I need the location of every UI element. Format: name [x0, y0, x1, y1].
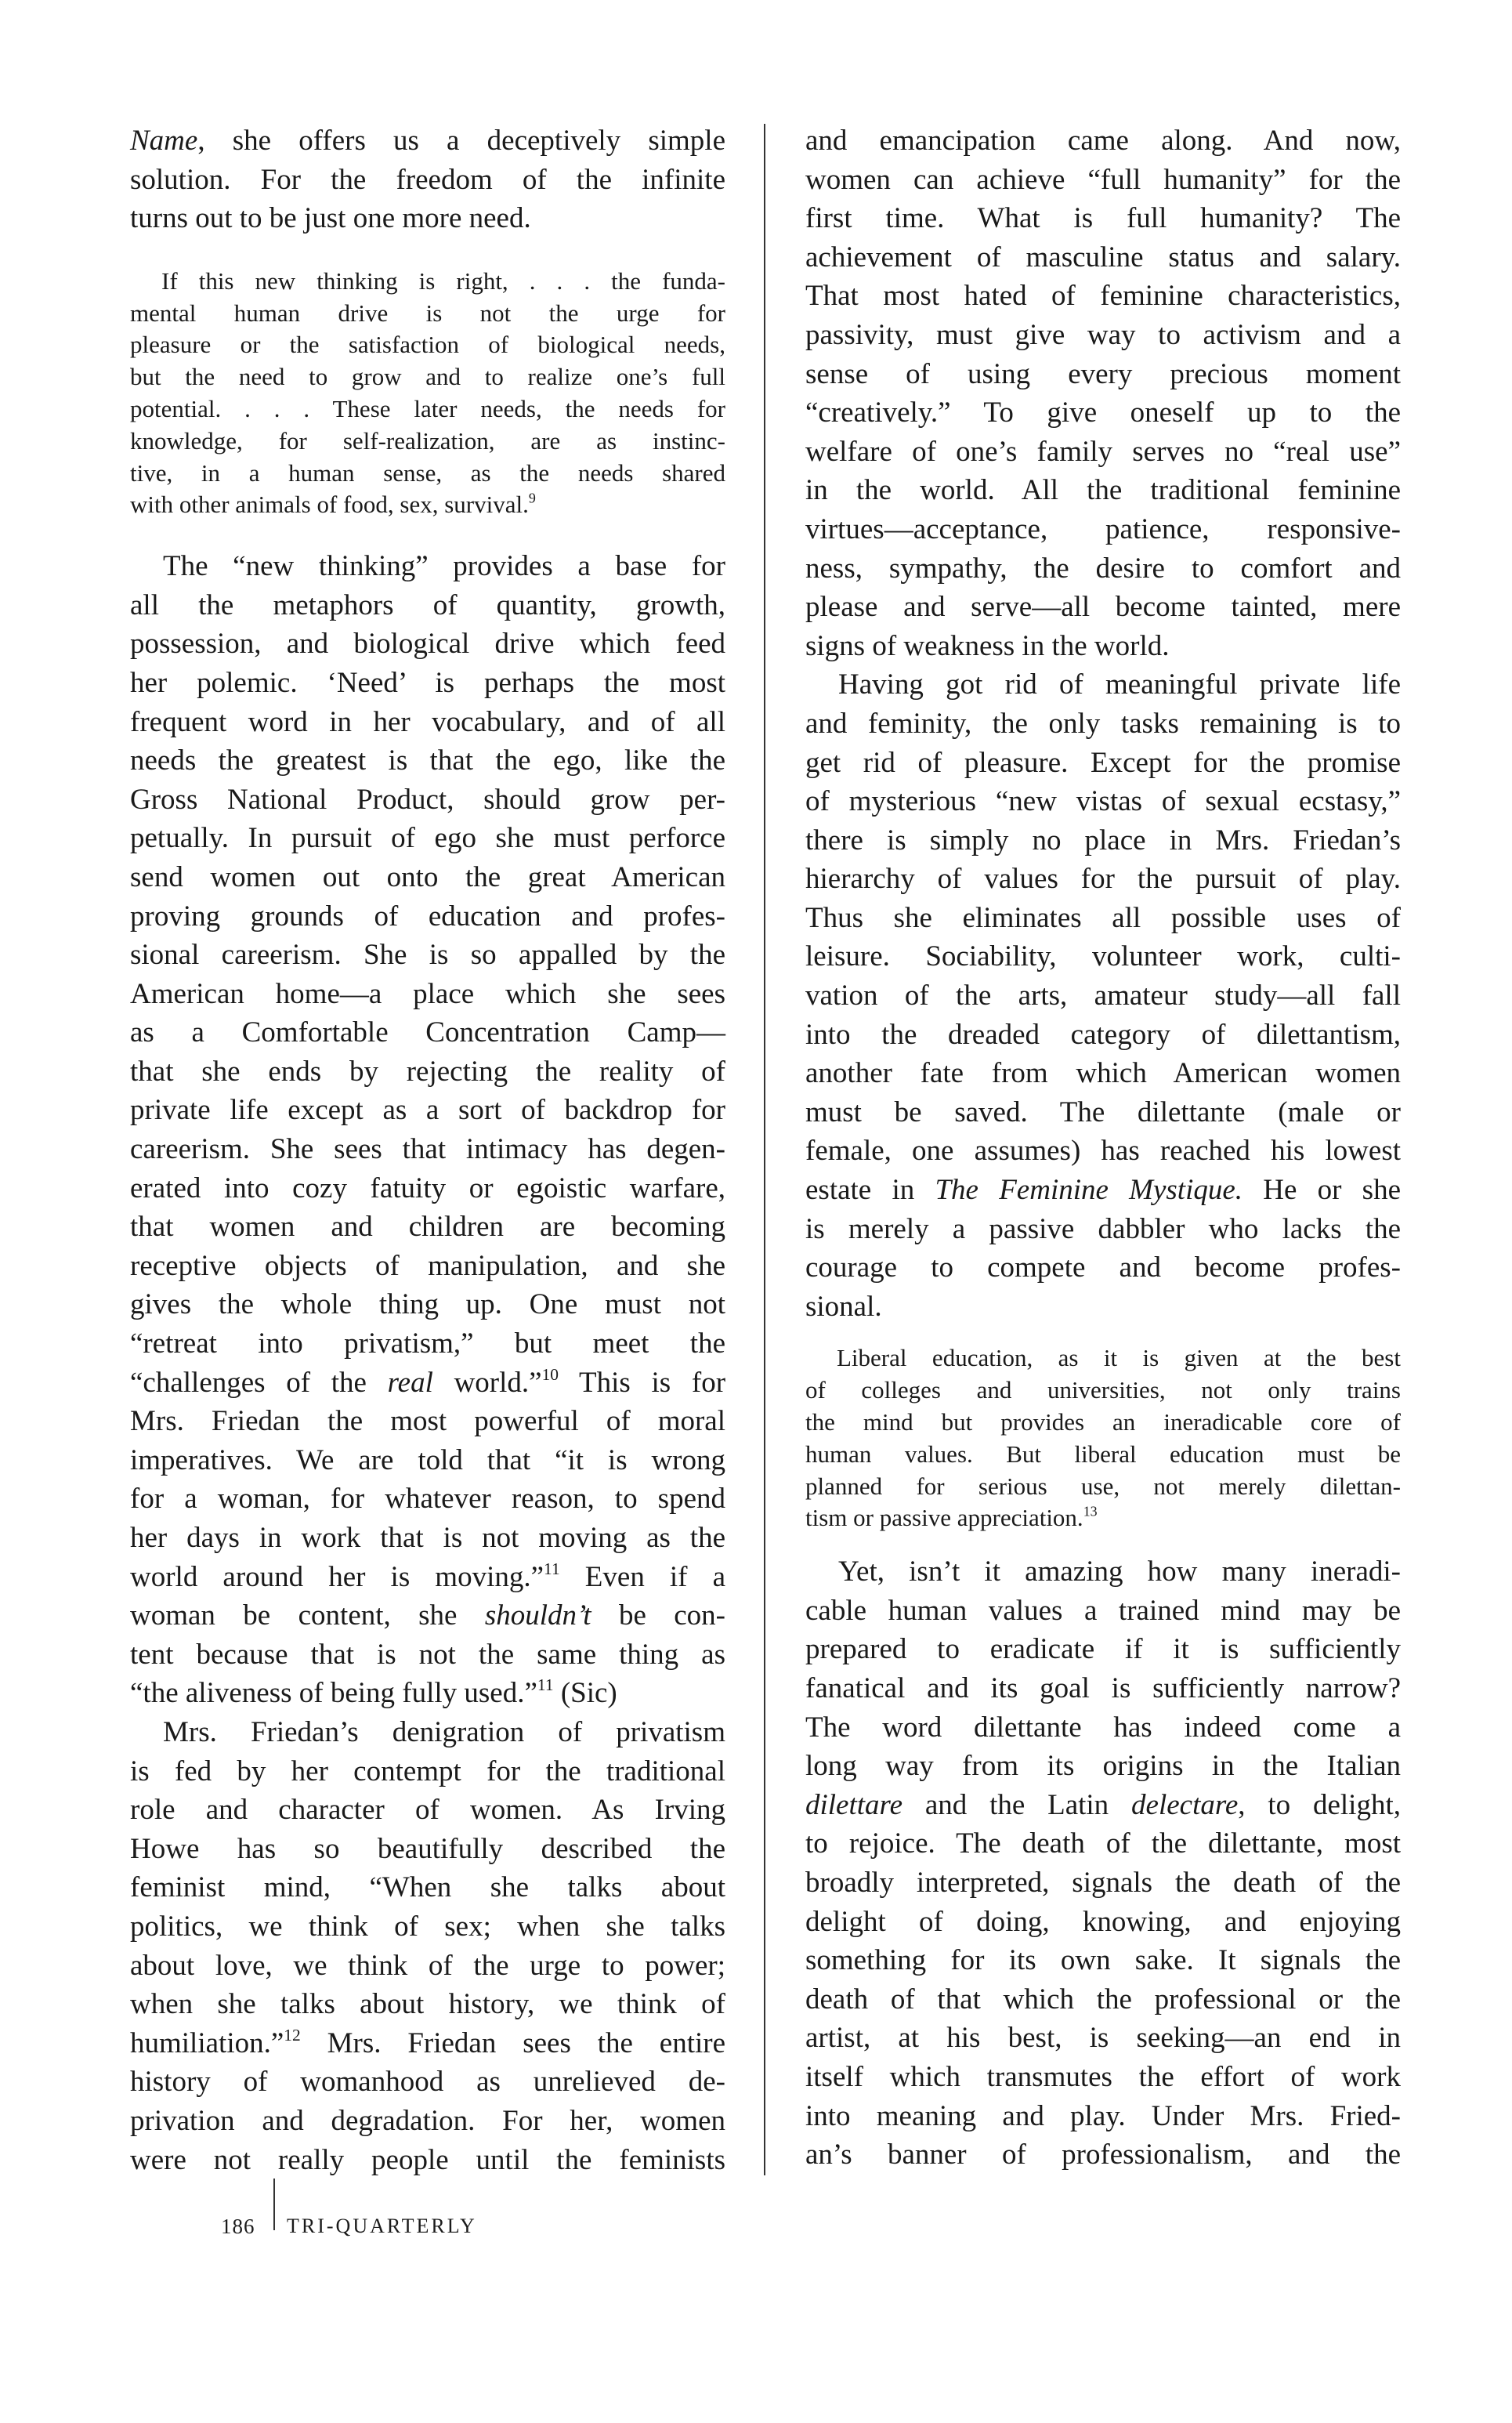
text-line — [805, 665, 1401, 704]
text-line — [805, 588, 1401, 627]
text-line — [805, 744, 1401, 783]
text-line — [805, 2135, 1401, 2175]
text-run: Liberal education, as it is given at the best — [837, 1344, 1401, 1372]
text-run: and emancipation came along. And now, — [805, 125, 1401, 157]
text-line — [130, 1635, 725, 1675]
text-run: the mind but provides an ineradicable core of — [805, 1408, 1401, 1436]
text-line — [130, 1441, 725, 1480]
text-run: Even if a — [559, 1560, 725, 1593]
text-run: Thus she eliminates all possible uses of — [805, 901, 1401, 934]
text-line — [130, 1402, 725, 1441]
text-run: death of that which the professional or the — [805, 1983, 1401, 2016]
text-line — [130, 586, 725, 625]
text-run: pleasure or the satisfaction of biological needs, — [130, 331, 725, 359]
text-run: estate in — [805, 1174, 935, 1207]
text-run: role and character of women. As Irving — [130, 1794, 725, 1827]
text-run: Mrs. Friedan the most powerful of moral — [130, 1405, 725, 1438]
paragraph — [130, 121, 725, 238]
text-run: knowledge, for self-realization, are as instinc- — [130, 426, 725, 455]
text-line — [130, 2141, 725, 2180]
text-run: all the metaphors of quantity, growth, — [130, 589, 725, 621]
text-line — [130, 547, 725, 586]
text-line — [805, 1374, 1401, 1407]
text-line — [130, 1208, 725, 1247]
text-line — [805, 1630, 1401, 1669]
text-run: prepared to eradicate if it is sufficiently — [805, 1633, 1401, 1666]
paragraph — [805, 121, 1401, 665]
footnote-ref: 12 — [284, 2025, 301, 2045]
text-line — [805, 316, 1401, 355]
text-line — [805, 1210, 1401, 1249]
footnote-ref: 11 — [537, 1675, 554, 1695]
text-line — [805, 1439, 1401, 1471]
text-run: female, one assumes) has reached his lowest — [805, 1135, 1401, 1168]
text-run: Yet, isn’t it amazing how many ineradi- — [838, 1556, 1401, 1588]
text-line — [805, 1941, 1401, 1980]
text-run: itself which transmutes the effort of work — [805, 2060, 1401, 2093]
text-line — [805, 1288, 1401, 1327]
text-line — [805, 1471, 1401, 1503]
text-line — [130, 361, 725, 393]
text-line — [130, 858, 725, 897]
text-line — [130, 1558, 725, 1597]
text-line — [805, 199, 1401, 238]
text-line — [805, 860, 1401, 899]
text-line — [130, 1247, 725, 1286]
block-quote — [130, 266, 725, 521]
text-line — [130, 936, 725, 975]
text-run: another fate from which American women — [805, 1057, 1401, 1090]
left-column — [130, 121, 725, 2179]
text-line — [130, 161, 725, 200]
text-line — [130, 393, 725, 426]
text-run: there is simply no place in Mrs. Friedan’s — [805, 824, 1401, 857]
text-run: He or she — [1243, 1174, 1401, 1207]
text-line — [805, 433, 1401, 472]
text-run: broadly interpreted, signals the death of the — [805, 1866, 1401, 1899]
text-line — [130, 703, 725, 742]
text-run: woman be content, she — [130, 1599, 485, 1632]
text-run: send women out onto the great American — [130, 860, 725, 893]
text-line — [130, 1868, 725, 1907]
text-line — [805, 1863, 1401, 1903]
text-line — [130, 2024, 725, 2063]
text-run: humiliation.” — [130, 2026, 284, 2059]
text-run: must be saved. The dilettante (male or — [805, 1096, 1401, 1128]
text-run: proving grounds of education and profes- — [130, 900, 725, 933]
text-line — [130, 298, 725, 330]
text-run: careerism. She sees that intimacy has degen- — [130, 1133, 725, 1166]
text-run: private life except as a sort of backdrop for — [130, 1094, 725, 1127]
text-run: and the Latin — [902, 1788, 1132, 1821]
text-line — [805, 1592, 1401, 1631]
page-number: 186 — [221, 2215, 255, 2238]
text-line — [130, 781, 725, 820]
text-line — [805, 1093, 1401, 1132]
italic-text: Name — [130, 125, 198, 157]
text-run: frequent word in her vocabulary, and of all — [130, 705, 725, 738]
text-run: If this new thinking is right, . . . the funda- — [161, 266, 725, 295]
text-run: turns out to be just one more need. — [130, 202, 531, 235]
text-run: of mysterious “new vistas of sexual ecstasy,” — [805, 785, 1401, 818]
text-run: feminist mind, “When she talks about — [130, 1871, 725, 1904]
text-run: world.” — [432, 1366, 542, 1399]
text-line — [130, 1364, 725, 1403]
text-line — [130, 1907, 725, 1947]
text-line — [130, 1947, 725, 1986]
text-line — [130, 1130, 725, 1169]
text-run: ness, sympathy, the desire to comfort and — [805, 552, 1401, 585]
text-line — [805, 161, 1401, 200]
text-line — [130, 1091, 725, 1130]
text-line — [805, 704, 1401, 744]
text-run: sense of using every precious moment — [805, 357, 1401, 390]
text-run: world around her is moving.” — [130, 1560, 544, 1593]
text-run: , she offers us a deceptively simple — [197, 125, 725, 157]
text-line — [130, 1713, 725, 1752]
text-line — [130, 1519, 725, 1558]
text-line — [805, 1132, 1401, 1171]
text-line — [130, 329, 725, 361]
text-run: This is for — [559, 1366, 726, 1399]
paragraph — [130, 547, 725, 1713]
text-run: “retreat into privatism,” but meet the — [130, 1327, 725, 1360]
text-run: erated into cozy fatuity or egoistic warfare, — [130, 1172, 725, 1204]
text-run: artist, at his best, is seeking—an end in — [805, 2022, 1401, 2055]
text-run: an’s banner of professionalism, and the — [805, 2139, 1401, 2171]
text-run: delight of doing, knowing, and enjoying — [805, 1905, 1401, 1938]
text-run: first time. What is full humanity? The — [805, 202, 1401, 235]
text-run: Mrs. Friedan’s denigration of privatism — [163, 1715, 725, 1748]
italic-text: shouldn’t — [484, 1599, 591, 1632]
text-run: fanatical and its goal is sufficiently narrow? — [805, 1671, 1401, 1704]
text-line — [130, 2063, 725, 2102]
text-run: tent because that is not the same thing as — [130, 1638, 725, 1671]
text-line — [130, 1013, 725, 1052]
text-line — [130, 625, 725, 664]
text-run: please and serve—all become tainted, mere — [805, 591, 1401, 624]
text-run: leisure. Sociability, volunteer work, culti- — [805, 940, 1401, 973]
text-line — [805, 1342, 1401, 1374]
text-run: “creatively.” To give oneself up to the — [805, 397, 1401, 429]
text-run: welfare of one’s family serves no “real use” — [805, 435, 1401, 468]
text-run: Gross National Product, should grow per- — [130, 783, 725, 816]
text-line — [130, 1985, 725, 2024]
text-line — [805, 1824, 1401, 1863]
text-line — [805, 355, 1401, 394]
text-run: her polemic. ‘Need’ is perhaps the most — [130, 666, 725, 699]
text-line — [805, 1669, 1401, 1708]
text-run: women can achieve “full humanity” for the — [805, 163, 1401, 196]
text-line — [805, 782, 1401, 821]
footer-divider — [273, 2179, 275, 2230]
text-run: into the dreaded category of dilettantism, — [805, 1018, 1401, 1051]
text-run: The “new thinking” provides a base for — [163, 550, 725, 583]
text-line — [805, 1171, 1401, 1210]
text-line — [805, 2097, 1401, 2136]
footnote-ref: 9 — [528, 490, 536, 506]
text-run: planned for serious use, not merely dilettan- — [805, 1472, 1401, 1500]
paragraph — [130, 1713, 725, 2179]
text-line — [805, 510, 1401, 549]
text-line — [805, 1016, 1401, 1055]
text-run: needs the greatest is that the ego, like the — [130, 744, 725, 777]
text-run: tive, in a human sense, as the needs shared — [130, 458, 725, 487]
text-run: of colleges and universities, not only trains — [805, 1376, 1401, 1404]
column-divider — [764, 124, 765, 2175]
text-line — [805, 549, 1401, 589]
text-run: vation of the arts, amateur study—all fall — [805, 980, 1401, 1012]
text-run: about love, we think of the urge to power; — [130, 1949, 725, 1982]
text-line — [805, 277, 1401, 316]
text-run: The word dilettante has indeed come a — [805, 1711, 1401, 1744]
text-run: her days in work that is not moving as the — [130, 1522, 725, 1554]
text-line — [805, 1502, 1401, 1534]
paragraph — [805, 665, 1401, 1326]
text-line — [805, 1552, 1401, 1592]
text-run: possession, and biological drive which feed — [130, 628, 725, 661]
text-line — [130, 975, 725, 1014]
text-run: is fed by her contempt for the traditional — [130, 1755, 725, 1787]
journal-title: TRI-QUARTERLY — [287, 2215, 477, 2237]
text-run: and feminity, the only tasks remaining is to — [805, 707, 1401, 740]
text-run: human values. But liberal education must be — [805, 1440, 1401, 1468]
text-line — [130, 1830, 725, 1869]
text-run: cable human values a trained mind may be — [805, 1594, 1401, 1627]
text-run: signs of weakness in the world. — [805, 629, 1170, 662]
text-run: sional. — [805, 1290, 882, 1323]
text-run: for a woman, for whatever reason, to spend — [130, 1483, 725, 1516]
paragraph — [805, 1552, 1401, 2175]
text-run: Mrs. Friedan sees the entire — [300, 2026, 725, 2059]
text-run: American home—a place which she sees — [130, 977, 725, 1010]
text-run: potential. . . . These later needs, the needs for — [130, 394, 725, 422]
text-line — [130, 1480, 725, 1519]
text-line — [805, 1407, 1401, 1439]
text-line — [130, 664, 725, 703]
text-run: solution. For the freedom of the infinite — [130, 163, 725, 196]
block-quote — [805, 1342, 1401, 1534]
text-run: achievement of masculine status and salary. — [805, 241, 1401, 273]
text-run: long way from its origins in the Italian — [805, 1750, 1401, 1783]
text-run: were not really people until the feminists — [130, 2143, 725, 2176]
text-run: be con- — [591, 1599, 725, 1632]
text-run: tism or passive appreciation. — [805, 1504, 1083, 1532]
text-line — [130, 897, 725, 936]
text-line — [805, 1747, 1401, 1786]
text-line — [130, 1596, 725, 1635]
italic-text: real — [387, 1366, 433, 1399]
text-run: Howe has so beautifully described the — [130, 1832, 725, 1865]
text-run: into meaning and play. Under Mrs. Fried- — [805, 2099, 1401, 2132]
footnote-ref: 10 — [541, 1364, 559, 1384]
text-run: that she ends by rejecting the reality of — [130, 1055, 725, 1088]
text-run: history of womanhood as unrelieved de- — [130, 2066, 725, 2099]
text-run: courage to compete and become profes- — [805, 1251, 1401, 1284]
text-run: passivity, must give way to activism and a — [805, 318, 1401, 351]
text-line — [130, 819, 725, 858]
text-run: is merely a passive dabbler who lacks the — [805, 1212, 1401, 1245]
text-run: hierarchy of values for the pursuit of play. — [805, 863, 1401, 896]
text-line — [130, 1169, 725, 1208]
text-run: to rejoice. The death of the dilettante, most — [805, 1827, 1401, 1860]
text-run: , to delight, — [1238, 1788, 1401, 1821]
footnote-ref: 11 — [544, 1559, 560, 1578]
text-run: gives the whole thing up. One must not — [130, 1288, 725, 1321]
text-line — [130, 1674, 725, 1713]
text-line — [130, 426, 725, 458]
text-run: get rid of pleasure. Except for the promise — [805, 746, 1401, 779]
text-line — [805, 471, 1401, 510]
text-line — [130, 199, 725, 238]
text-line — [130, 2102, 725, 2141]
text-run: Having got rid of meaningful private life — [838, 668, 1401, 701]
text-line — [805, 121, 1401, 161]
text-line — [805, 1786, 1401, 1825]
italic-text: The Feminine Mystique. — [935, 1174, 1243, 1207]
text-line — [130, 266, 725, 298]
text-run: (Sic) — [553, 1677, 617, 1710]
text-line — [130, 1324, 725, 1364]
text-line — [805, 821, 1401, 860]
text-run: politics, we think of sex; when she talks — [130, 1910, 725, 1943]
text-line — [805, 1903, 1401, 1942]
text-line — [805, 627, 1401, 666]
text-run: but the need to grow and to realize one’s full — [130, 363, 725, 391]
text-line — [130, 489, 725, 521]
text-run: sional careerism. She is so appalled by the — [130, 939, 725, 972]
text-line — [130, 458, 725, 490]
text-run: “the aliveness of being fully used.” — [130, 1677, 537, 1710]
text-run: that women and children are becoming — [130, 1211, 725, 1244]
text-run: when she talks about history, we think of — [130, 1988, 725, 2021]
text-run: virtues—acceptance, patience, responsive- — [805, 512, 1401, 545]
text-line — [130, 741, 725, 781]
text-line — [805, 393, 1401, 433]
text-run: “challenges of the — [130, 1366, 388, 1399]
text-run: mental human drive is not the urge for — [130, 299, 725, 327]
italic-text: delectare — [1131, 1788, 1239, 1821]
text-line — [130, 1285, 725, 1324]
right-column — [805, 121, 1401, 2175]
text-line — [805, 1248, 1401, 1288]
text-line — [805, 1980, 1401, 2019]
text-line — [130, 1052, 725, 1092]
italic-text: dilettare — [805, 1788, 902, 1821]
text-line — [805, 976, 1401, 1016]
text-line — [805, 899, 1401, 938]
text-run: receptive objects of manipulation, and she — [130, 1249, 725, 1282]
text-run: in the world. All the traditional feminine — [805, 474, 1401, 507]
text-line — [805, 1708, 1401, 1748]
text-run: as a Comfortable Concentration Camp— — [130, 1016, 725, 1049]
text-line — [805, 238, 1401, 277]
text-run: with other animals of food, sex, survival. — [130, 491, 529, 519]
footnote-ref: 13 — [1083, 1503, 1098, 1519]
text-line — [130, 1752, 725, 1791]
text-run: petually. In pursuit of ego she must perforce — [130, 822, 725, 855]
text-line — [805, 1054, 1401, 1093]
text-line — [805, 2058, 1401, 2097]
text-run: imperatives. We are told that “it is wrong — [130, 1443, 725, 1476]
text-line — [805, 2019, 1401, 2058]
text-run: That most hated of feminine characteristics, — [805, 280, 1401, 313]
text-line — [130, 1791, 725, 1830]
text-run: privation and degradation. For her, women — [130, 2104, 725, 2137]
text-line — [805, 937, 1401, 976]
text-line — [130, 121, 725, 161]
text-run: something for its own sake. It signals the — [805, 1944, 1401, 1977]
